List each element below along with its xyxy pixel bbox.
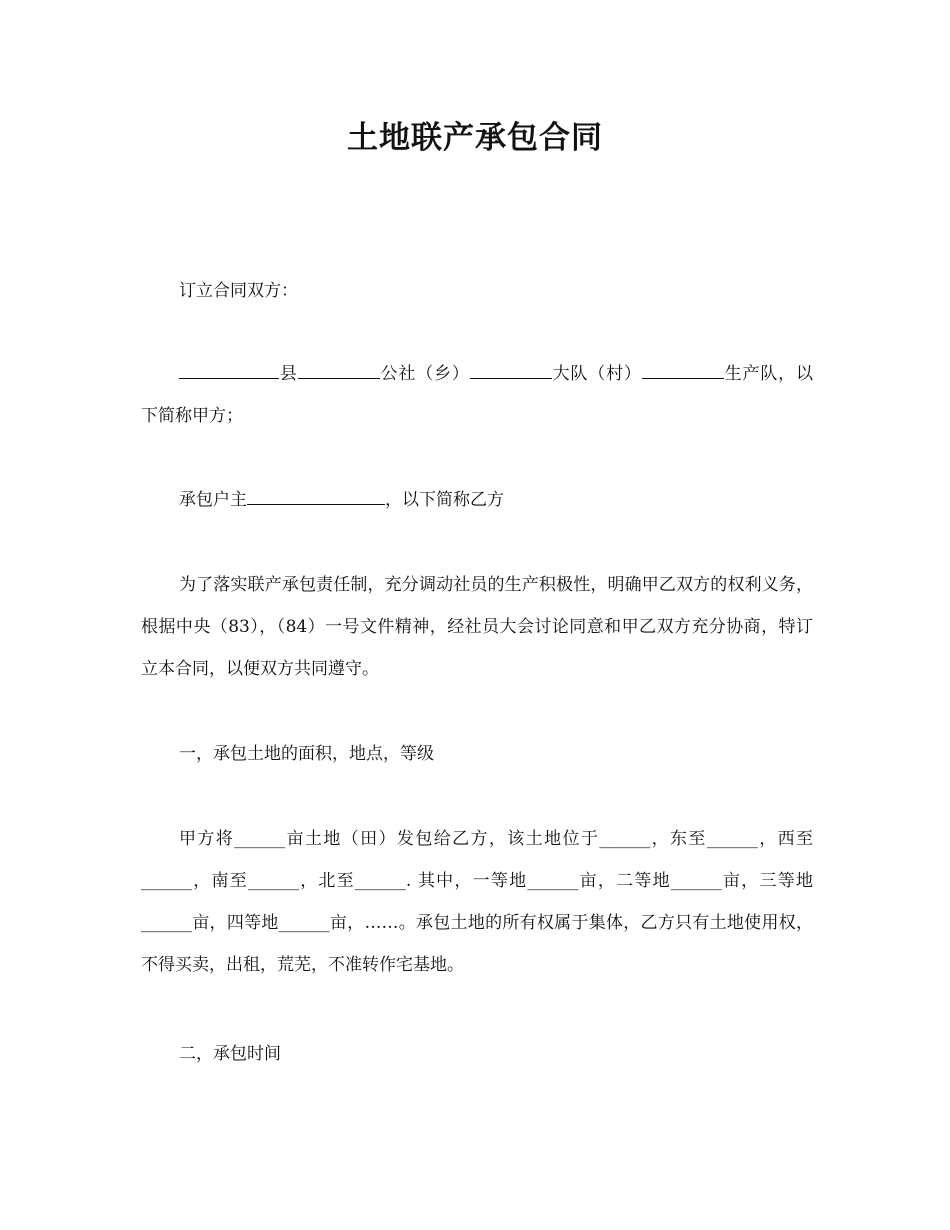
land-details-paragraph: 甲方将______亩土地（田）发包给乙方，该土地位于______，东至______，西至______，南至______，北至______. 其中，一等地______亩，二等地______亩，三等地______亩，四等地______亩，……。承包土地的所有权属于集体，乙方只有土地使用权，不得买卖，出租，荒芜，不准转作宅基地。 bbox=[141, 829, 813, 975]
household-head-label: 承包户主 bbox=[179, 490, 247, 510]
parties-heading: 订立合同双方： bbox=[179, 281, 298, 301]
county-blank bbox=[179, 358, 279, 379]
team-label: 生产队，以下简称甲方； bbox=[141, 364, 814, 426]
brigade-blank bbox=[470, 358, 552, 379]
section-1-heading: 一，承包土地的面积，地点，等级 bbox=[179, 744, 434, 764]
party-a-paragraph bbox=[141, 353, 813, 437]
party-b-label: ，以下简称乙方 bbox=[385, 490, 504, 510]
county-label: 县 bbox=[279, 364, 298, 384]
document-title: 土地联产承包合同 bbox=[347, 120, 603, 156]
section-2-heading: 二，承包时间 bbox=[179, 1044, 281, 1064]
commune-blank bbox=[298, 358, 380, 379]
brigade-label: 大队（村） bbox=[551, 364, 642, 384]
preamble-paragraph: 为了落实联产承包责任制，充分调动社员的生产积极性，明确甲乙双方的权利义务，根据中央（83），（84）一号文件精神，经社员大会讨论同意和甲乙双方充分协商，特订立本合同，以便双方共同遵守。 bbox=[141, 575, 813, 679]
household-head-blank bbox=[247, 484, 385, 505]
commune-label: 公社（乡） bbox=[379, 364, 470, 384]
party-b-paragraph bbox=[141, 479, 813, 521]
team-blank bbox=[642, 358, 724, 379]
